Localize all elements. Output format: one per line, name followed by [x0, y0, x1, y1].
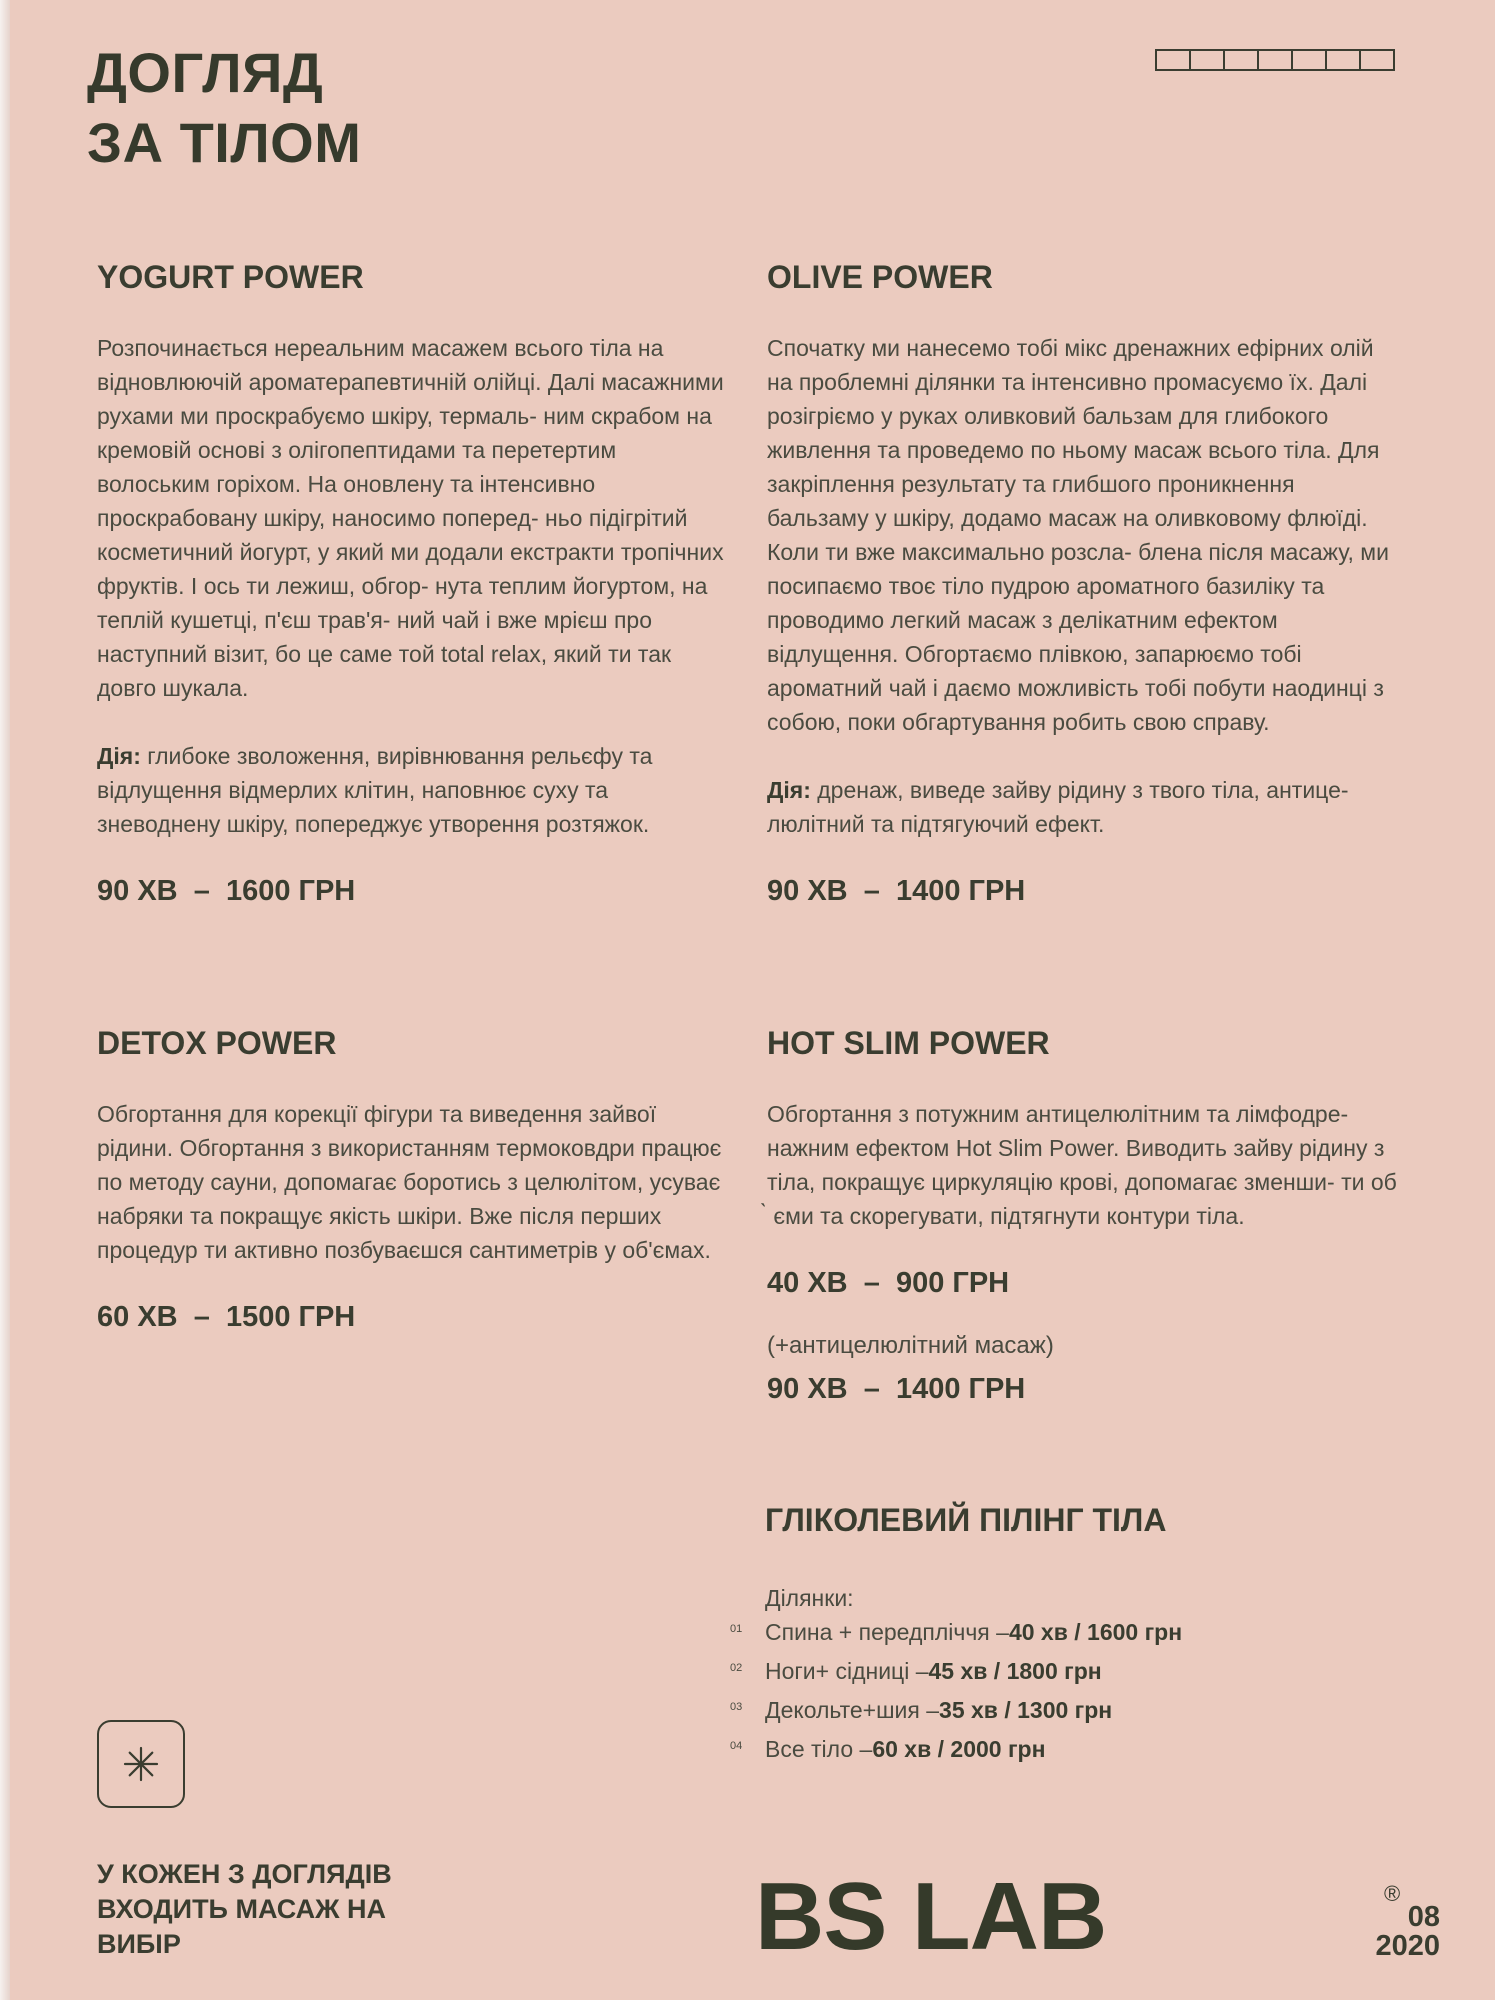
section-olive-power	[767, 257, 1397, 911]
brand-logo: BS LAB	[755, 1863, 1107, 1970]
issue-year: 2020	[1375, 1930, 1440, 1962]
registered-mark: ®	[1384, 1881, 1401, 1906]
list-item	[730, 1654, 1182, 1693]
section-description: Обгортання з потужним антицелюлітним та лімфодре- нажним ефектом Hot Slim Power. Виводить зайву рідину з тіла, покращує циркуляцію крові, допомагає зменши- ти об ̀ єми та скорегувати, підтягнути контури тіла.	[767, 1101, 1397, 1229]
section-title: HOT SLIM POWER	[767, 1025, 1050, 1061]
list-label: Все тіло –	[765, 1736, 873, 1762]
issue-date	[1335, 1903, 1440, 1961]
page-edge	[0, 0, 10, 2000]
list-number: 04	[730, 1740, 743, 1752]
section-title: YOGURT POWER	[97, 259, 364, 295]
action-label: Дія:	[767, 777, 811, 803]
footer-note-line1: У КОЖЕН З ДОГЛЯДІВ	[97, 1859, 392, 1889]
decorative-boxes	[1155, 49, 1395, 71]
price-tag: 90 ХВ – 1600 ГРН	[97, 875, 356, 907]
page-title-line1: ДОГЛЯД	[87, 41, 324, 104]
list-price: 60 хв / 2000 грн	[872, 1736, 1046, 1762]
footer-note-line2: ВХОДИТЬ МАСАЖ НА	[97, 1894, 387, 1924]
list-number: 03	[730, 1701, 743, 1713]
footer-note	[97, 1857, 392, 1962]
page-title-line2: ЗА ТІЛОМ	[87, 111, 362, 174]
peeling-title: ГЛІКОЛЕВИЙ ПІЛІНГ ТІЛА	[765, 1502, 1167, 1538]
section-title: OLIVE POWER	[767, 259, 993, 295]
section-action	[97, 739, 727, 841]
list-label: Спина + передпліччя –	[765, 1619, 1009, 1645]
asterisk-icon	[97, 1720, 185, 1808]
issue-month: 08	[1407, 1901, 1440, 1933]
list-item	[730, 1732, 1182, 1771]
price-tag: 40 ХВ – 900 ГРН	[767, 1267, 1010, 1299]
section-action	[767, 773, 1397, 841]
peeling-list	[730, 1615, 1182, 1771]
price-note: (+антицелюлітний масаж)	[767, 1332, 1054, 1359]
section-description: Розпочинається нереальним масажем всього тіла на відновлюючій ароматерапевтичній олійці. Далі масажними рухами ми проскрабуємо шкіру, термаль- ним скрабом на кремовій основі з олігопептидами та перетертим волоським горіхом. На оновлену та інтенсивно проскрабовану шкіру, наносимо поперед- ньо підігрітий косметичний йогурт, у який ми додали екстракти тропічних фруктів. І ось ти лежиш, обгор- нута теплим йогуртом, на теплій кушетці, п'єш трав'я- ний чай і вже мрієш про наступний візит, бо це саме той total relax, який ти так довго шукала.	[97, 335, 724, 701]
section-hot-slim-power	[767, 1023, 1397, 1409]
peeling-subtitle: Ділянки:	[765, 1585, 854, 1611]
footer-note-line3: ВИБІР	[97, 1929, 181, 1959]
list-number: 01	[730, 1623, 743, 1635]
list-item	[730, 1615, 1182, 1654]
list-price: 35 хв / 1300 грн	[939, 1697, 1113, 1723]
list-price: 45 хв / 1800 грн	[928, 1658, 1102, 1684]
section-description: Спочатку ми нанесемо тобі мікс дренажних ефірних олій на проблемні ділянки та інтенсивно промасуємо їх. Далі розігріємо у руках оливковий бальзам для глибокого живлення та проведемо по ньому масаж всього тіла. Для закріплення результату та глибшого проникнення бальзаму у шкіру, додамо масаж на оливковому флюїді. Коли ти вже максимально розсла- блена після масажу, ми посипаємо твоє тіло пудрою ароматного базиліку та проводимо легкий масаж з делікатним ефектом відлущення. Обгортаємо плівкою, запарюємо тобі ароматний чай і даємо можливість тобі побути наодинці з собою, поки обгартування робить свою справу.	[767, 335, 1389, 735]
list-label: Ноги+ сідниці –	[765, 1658, 929, 1684]
action-text: глибоке зволоження, вирівнювання рельєфу та відлущення відмерлих клітин, наповнює суху та зневоднену шкіру, попереджує утворення розтяжок.	[97, 743, 653, 837]
price-tag-secondary: 90 ХВ – 1400 ГРН	[767, 1373, 1026, 1405]
list-number: 02	[730, 1662, 743, 1674]
action-label: Дія:	[97, 743, 141, 769]
section-detox-power	[97, 1023, 727, 1337]
section-description: Обгортання для корекції фігури та виведення зайвої рідини. Обгортання з використанням термоковдри працює по методу сауни, допомагає боротись з целюлітом, усуває набряки та покращує якість шкіри. Вже після перших процедур ти активно позбуваєшся сантиметрів у об'ємах.	[97, 1101, 722, 1263]
section-yogurt-power	[97, 257, 727, 911]
price-tag: 90 ХВ – 1400 ГРН	[767, 875, 1026, 907]
list-item	[730, 1693, 1182, 1732]
section-title: DETOX POWER	[97, 1025, 337, 1061]
list-price: 40 хв / 1600 грн	[1008, 1619, 1183, 1645]
price-tag: 60 ХВ – 1500 ГРН	[97, 1301, 356, 1333]
page-title	[87, 38, 361, 178]
action-text: дренаж, виведе зайву рідину з твого тіла, антице- люлітний та підтягуючий ефект.	[767, 777, 1349, 837]
list-label: Декольте+шия –	[765, 1697, 940, 1723]
